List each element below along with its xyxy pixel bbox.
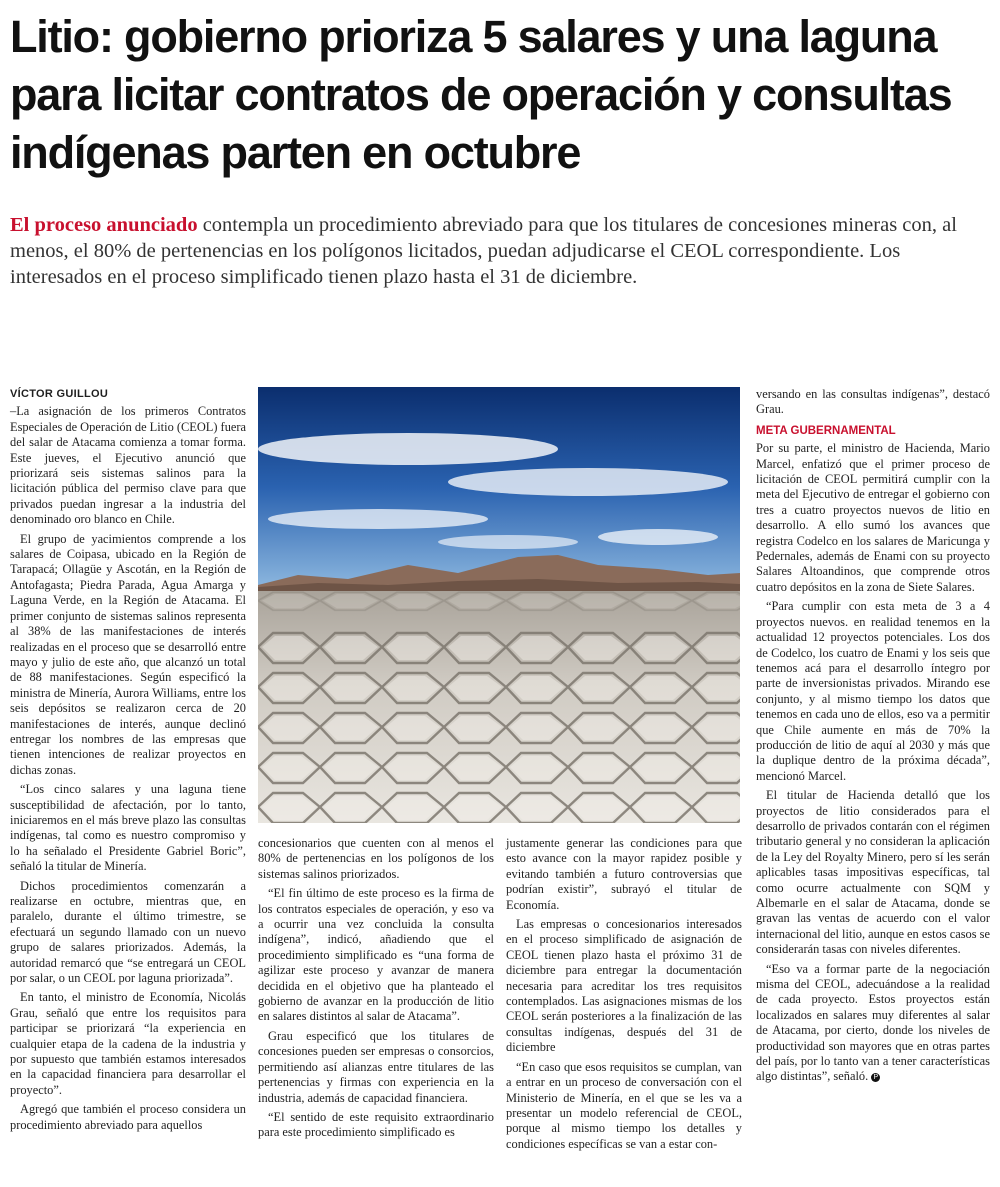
paragraph: El titular de Hacienda detalló que los proyectos de litio considerados para el desarrollo de privados contarán con el régimen tributario general y no consideran la aplicación de la Ley del Royalty Minero, pero sí les serán aplicables tasas impositivas específicas, tal como ocurre actualmente con SQM y Albemarle en el salar de Atacama, donde se gravan las ventas de acuerdo con el valor internacional del litio, aunque en estos casos se considerarán tasas con niveles diferentes. [756,788,990,957]
paragraph: justamente generar las condiciones para que esto avance con la mayor rapidez posible y evitando también a futuro controversias que podrían existir”, subrayó el titular de Economía. [506,836,742,912]
paragraph-text: “Eso va a formar parte de la negociación misma del CEOL, adecuándose a la realidad de cada proyecto. Estos proyectos están localizados en salares muy diferentes al salar de Atacama, por cierto, donde los niveles de productividad son mayores que en otras partes del país, por lo tanto van a tener características algo distintas”, señaló. [756,961,990,1084]
headline: Litio: gobierno prioriza 5 salares y una laguna para licitar contratos de operación y consultas indígenas parten en octubre [10,11,952,178]
column-4 [756,387,990,1089]
paragraph: El grupo de yacimientos comprende a los salares de Coipasa, ubicado en la Región de Tarapacá; Ollagüe y Ascotán, en la Región de Antofagasta; Piedra Parada, Agua Amarga y Laguna Verde, en la Región de Atacama. El primer conjunto de sistemas salinos representa al 38% de las manifestaciones de interés realizadas en el proceso que se desarrolló entre mayo y julio de este año, que alcanzó un total de 88 manifestaciones. Según especificó la ministra de Minería, Aurora Williams, entre los seis depósitos se realizaron cerca de 20 manifestaciones de interés, aunque declinó entregar los nombres de las empresas que tienen intenciones de realizar proyectos en dichas zonas. [10,531,246,777]
paragraph: En tanto, el ministro de Economía, Nicolás Grau, señaló que entre los requisitos para participar se priorizará “la experiencia en cualquier etapa de la cadena de la industria y por supuesto que también estamos interesados en la capacidad financiera para desarrollar el proyecto”. [10,990,246,1097]
column-2 [258,836,494,1145]
lead-paragraph [10,212,990,290]
column-1 [10,387,246,1137]
paragraph: “En caso que esos requisitos se cumplan, van a entrar en un proceso de conversación con el Ministerio de Minería, en el que se les va a presentar un modelo referencial de CEOL, porque al mismo tiempo los detalles y condiciones específicas se van a estar con- [506,1059,742,1151]
paragraph: versando en las consultas indígenas”, destacó Grau. [756,387,990,417]
lead-text: contempla un procedimiento abreviado para que los titulares de concesiones mineras con, al menos, el 80% de pertenencias en los polígonos licitados, puedan adjudicarse el CEOL correspondiente. Los interesados en el proceso simplificado tienen plazo hasta el 31 de diciembre. [10,214,957,288]
paragraph: “Para cumplir con esta meta de 3 a 4 proyectos nuevos. en realidad tenemos en la actualidad 12 proyectos potenciales. Los dos de Codelco, los cuatro de Enami y los seis que tenemos acá para el desarrollo íntegro por parte de inversionistas privados. Mirando ese conjunto, y al mismo tiempo los datos que tenemos en cada uno de ellos, eso va a permitir que Chile aumente en más de 70% la producción de litio de aquí al 2030 y más que la duplique dentro de la próxima década”, mencionó Marcel. [756,599,990,783]
paragraph: Por su parte, el ministro de Hacienda, Mario Marcel, enfatizó que el primer proceso de licitación de CEOL permitirá cumplir con la meta del Ejecutivo de entregar el gobierno con tres a cuatro proyectos nuevos de litio en desarrollo. A ello sumó los avances que registra Codelco en los salares de Maricunga y Pedernales, además de Enami con su proyecto Salares Altoandinos, que comprende otros cuatro depósitos en la zona de Siete Salares. [756,441,990,594]
lead-highlight: El proceso anunciado [10,214,198,236]
paragraph: Dichos procedimientos comenzarán a realizarse en octubre, mientras que, en paralelo, durante el último trimestre, se efectuará un segundo llamado con un nuevo grupo de salares priorizados. Además, la autoridad remarcó que “se entregará un CEOL por salar, o un CEOL por laguna priorizada”. [10,878,246,986]
paragraph: “Los cinco salares y una laguna tiene susceptibilidad de afectación, por lo tanto, iniciaremos en el más breve plazo las consultas indígenas, tal como es nuestro compromiso y lo ha señalado el Presidente Gabriel Boric”, señaló la titular de Minería. [10,782,246,874]
byline: VÍCTOR GUILLOU [10,388,109,400]
paragraph: concesionarios que cuenten con al menos el 80% de pertenencias en los polígonos de los sistemas salinos priorizados. [258,836,494,881]
paragraph: –La asignación de los primeros Contratos Especiales de Operación de Litio (CEOL) fuera del salar de Atacama comienza a tomar forma. Este jueves, el Ejecutivo anunció que priorizará seis sistemas salinos para la licitación pública del permiso clave para que privados puedan ingresar a la industria del denominado oro blanco en Chile. [10,404,247,527]
paragraph: “El sentido de este requisito extraordinario para este procedimiento simplificado es [258,1109,494,1140]
paragraph: “El fin último de este proceso es la firma de los contratos especiales de operación, y eso va a ocurrir una vez concluida la consulta indígena”, indicó, añadiendo que el procedimiento simplificado es “una forma de agilizar este proceso y avanzar de manera decidida en el objetivo que ha planteado el gobierno de avanzar en la producción de litio en salares distintos al salar de Atacama”. [258,886,494,1024]
paragraph: Agregó que también el proceso considera un procedimiento abreviado para aquellos [10,1102,246,1132]
paragraph: Las empresas o concesionarios interesados en el proceso simplificado de asignación de CEOL tienen plazo hasta el próximo 31 de diciembre para entregar la documentación necesaria para acreditar los tres requisitos contemplados. Las asignaciones mismas de los CEOL serán posteriores a la finalización de las consultas indígenas, después del 31 de diciembre [506,917,742,1055]
column-3 [506,836,742,1156]
paragraph: Grau especificó que los titulares de concesiones pueden ser empresas o consorcios, permitiendo así alianzas entre titulares de las pertenencias y firmas con experiencia en la industria, además de capacidad financiera. [258,1028,494,1105]
section-subhead: META GUBERNAMENTAL [756,424,896,437]
salt-flat-photo [258,387,740,823]
end-of-article-icon: P [871,1073,880,1082]
paragraph [756,962,990,1085]
